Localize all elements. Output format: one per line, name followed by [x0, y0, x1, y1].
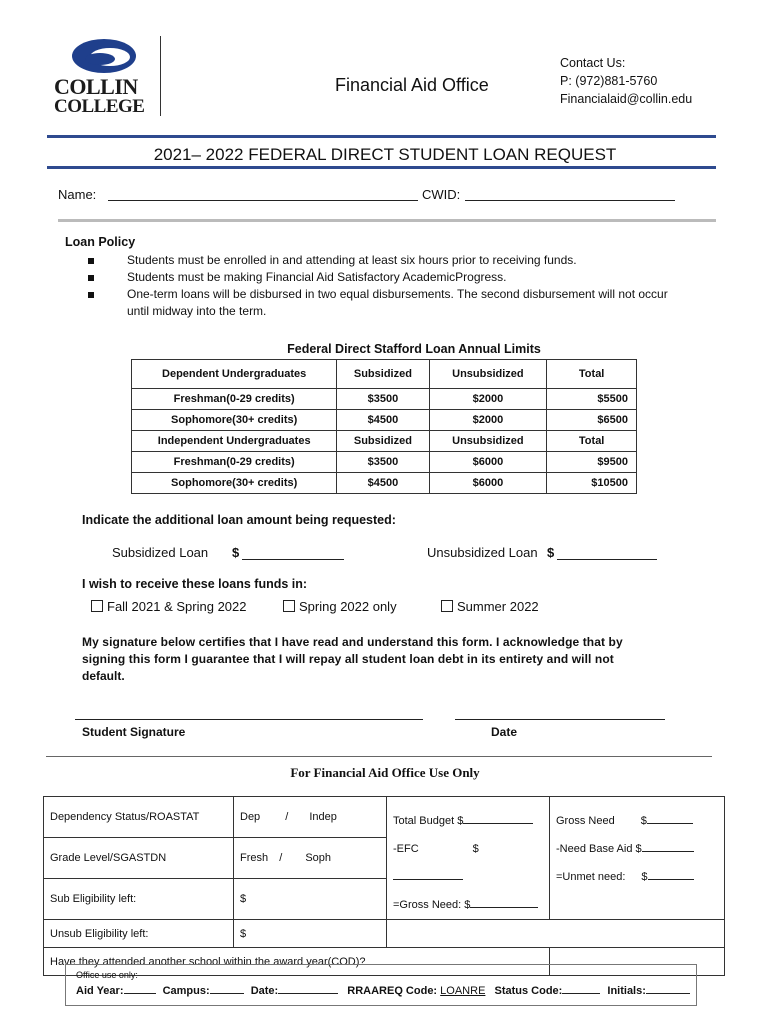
need-base-label: -Need Base Aid: [556, 843, 633, 855]
logo-text-bottom: COLLEGE: [54, 96, 145, 117]
office-name: Financial Aid Office: [335, 75, 489, 95]
limits-cell: $2000: [429, 410, 547, 431]
term-option-label: Spring 2022 only: [299, 599, 397, 614]
soph-option[interactable]: Soph: [305, 852, 332, 864]
subsidized-dollar: $: [232, 545, 240, 560]
logo-swirl-icon: [52, 36, 156, 76]
dependency-label: Dependency Status/ROASTAT: [44, 797, 234, 838]
request-prompt: Indicate the additional loan amount being requested:: [82, 513, 396, 527]
office-use-table: [43, 796, 725, 976]
limits-cell: Unsubsidized: [429, 431, 547, 452]
contact-phone: P: (972)881-5760: [560, 74, 658, 88]
term-option-label: Fall 2021 & Spring 2022: [107, 599, 247, 614]
gross-need-field[interactable]: [647, 823, 693, 824]
gross-need-label: Gross Need: [556, 815, 615, 827]
checkbox[interactable]: [91, 600, 103, 612]
limits-row: [132, 452, 637, 473]
term-option-label: Summer 2022: [457, 599, 539, 614]
policy-heading: Loan Policy: [65, 235, 136, 249]
limits-cell: Independent Undergraduates: [132, 431, 337, 452]
unsub-eligibility-label: Unsub Eligibility left:: [44, 920, 234, 948]
limits-cell: Total: [547, 431, 637, 452]
efc-line: [393, 835, 543, 891]
limits-cell: Unsubsidized: [429, 360, 547, 389]
limits-title: Federal Direct Stafford Loan Annual Limits: [287, 342, 541, 356]
total-budget-field[interactable]: [463, 823, 533, 824]
dep-option[interactable]: Dep: [240, 811, 261, 823]
policy-bullet: [88, 292, 94, 298]
dollar: $: [472, 843, 479, 855]
limits-cell: $6000: [429, 452, 547, 473]
limits-cell: $3500: [337, 452, 429, 473]
policy-item: Students must be enrolled in and attending at least six hours prior to receiving funds.: [127, 253, 577, 267]
office-only-box: [65, 964, 697, 1006]
limits-cell: Sophomore(30+ credits): [132, 473, 337, 494]
limits-cell: Sophomore(30+ credits): [132, 410, 337, 431]
dollar: $: [640, 815, 647, 827]
policy-item: until midway into the term.: [127, 304, 267, 318]
fresh-option[interactable]: Fresh: [240, 852, 269, 864]
date-label: Date: [491, 725, 518, 739]
cwid-field[interactable]: [465, 200, 675, 201]
term-option-fall-spring[interactable]: [91, 599, 246, 614]
checkbox[interactable]: [441, 600, 453, 612]
rraareq-label: RRAAREQ Code:: [347, 985, 438, 997]
logo-divider: [160, 36, 161, 116]
limits-cell: $6500: [547, 410, 637, 431]
logo-text-top: COLLIN: [54, 74, 138, 99]
certify-line: signing this form I guarantee that I will repay all student loan debt in its entirety and will not: [82, 652, 614, 666]
terms-prompt: I wish to receive these loans funds in:: [82, 577, 308, 591]
term-option-spring[interactable]: [283, 599, 397, 614]
unmet-field[interactable]: [648, 879, 694, 880]
footer-fields: [76, 985, 690, 997]
grade-options: [234, 838, 387, 879]
date-field[interactable]: [278, 993, 338, 994]
limits-cell: $6000: [429, 473, 547, 494]
slash: /: [285, 811, 289, 823]
sub-eligibility-value[interactable]: $: [234, 879, 387, 920]
loanre-code: LOANRE: [440, 985, 486, 997]
initials-label: Initials:: [607, 985, 646, 997]
title-bottom-rule: [47, 166, 716, 169]
dollar: $: [464, 899, 471, 911]
limits-cell: $10500: [547, 473, 637, 494]
gross-need-eq-field[interactable]: [470, 907, 538, 908]
policy-item: Students must be making Financial Aid Satisfactory AcademicProgress.: [127, 270, 507, 284]
policy-bullet: [88, 258, 94, 264]
checkbox[interactable]: [283, 600, 295, 612]
initials-field[interactable]: [646, 993, 690, 994]
aid-year-label: Aid Year:: [76, 985, 124, 997]
indep-option[interactable]: Indep: [309, 811, 337, 823]
grade-label: Grade Level/SGASTDN: [44, 838, 234, 879]
campus-label: Campus:: [162, 985, 210, 997]
efc-label: -EFC: [393, 843, 419, 855]
dollar: $: [641, 871, 648, 883]
limits-cell: $4500: [337, 473, 429, 494]
office-use-title: For Financial Aid Office Use Only: [290, 765, 480, 780]
need-base-row: [556, 835, 718, 863]
efc-field[interactable]: [393, 879, 463, 880]
gross-need-line: [393, 891, 543, 919]
dollar: $: [635, 843, 642, 855]
title-top-rule: [47, 135, 716, 138]
sub-eligibility-label: Sub Eligibility left:: [44, 879, 234, 920]
status-field[interactable]: [562, 993, 600, 994]
limits-cell: Dependent Undergraduates: [132, 360, 337, 389]
limits-row: [132, 389, 637, 410]
total-budget-line: [393, 807, 543, 835]
policy-bullet: [88, 275, 94, 281]
limits-cell: $3500: [337, 389, 429, 410]
aid-year-field[interactable]: [124, 993, 156, 994]
date-signature-line[interactable]: [455, 719, 665, 720]
name-field[interactable]: [108, 200, 418, 201]
limits-table: [131, 359, 637, 494]
student-signature-label: Student Signature: [82, 725, 186, 739]
office-only-label: Office use only:: [76, 970, 138, 980]
subsidized-label: Subsidized Loan: [112, 545, 209, 560]
limits-cell: Subsidized: [337, 360, 429, 389]
limits-cell: $9500: [547, 452, 637, 473]
limits-cell: Total: [547, 360, 637, 389]
total-budget-label: Total Budget: [393, 815, 455, 827]
need-base-field[interactable]: [642, 851, 694, 852]
date-label-footer: Date:: [250, 985, 279, 997]
unsubsidized-dollar: $: [547, 545, 555, 560]
unsubsidized-label: Unsubsidized Loan: [427, 545, 538, 560]
gross-need-eq-label: =Gross Need:: [393, 899, 462, 911]
limits-cell: Freshman(0-29 credits): [132, 389, 337, 410]
dependency-options: [234, 797, 387, 838]
collin-logo: [52, 36, 156, 118]
limits-cell: Freshman(0-29 credits): [132, 452, 337, 473]
form-title: 2021– 2022 FEDERAL DIRECT STUDENT LOAN REQUEST: [153, 145, 617, 164]
limits-row: [132, 431, 637, 452]
cod-question: Have they attended another school within the award year(COD)?: [44, 948, 550, 976]
unmet-label: =Unmet need:: [556, 871, 626, 883]
term-option-summer[interactable]: [441, 599, 539, 614]
name-label: Name:: [58, 187, 97, 202]
office-divider: [46, 756, 712, 757]
contact-email: Financialaid@collin.edu: [560, 92, 693, 106]
limits-cell: $4500: [337, 410, 429, 431]
subsidized-amount-field[interactable]: [242, 559, 344, 560]
policy-item: One-term loans will be disbursed in two equal disbursements. The second disbursement will not occur: [127, 287, 668, 301]
budget-cell: [387, 797, 550, 920]
campus-field[interactable]: [210, 993, 244, 994]
limits-row: [132, 410, 637, 431]
unsubsidized-amount-field[interactable]: [557, 559, 657, 560]
unsub-eligibility-value[interactable]: $: [234, 920, 387, 948]
cwid-label: CWID:: [422, 187, 461, 202]
status-label: Status Code:: [494, 985, 563, 997]
limits-header-row: [132, 360, 637, 389]
certify-line: My signature below certifies that I have read and understand this form. I acknowledge that by: [82, 635, 623, 649]
limits-row: [132, 473, 637, 494]
slash: /: [279, 852, 283, 864]
limits-cell: $5500: [547, 389, 637, 410]
limits-cell: $2000: [429, 389, 547, 410]
unmet-need-row: [556, 863, 718, 891]
section-divider: [58, 219, 716, 222]
contact-block: [560, 54, 692, 108]
contact-title: Contact Us:: [560, 56, 626, 70]
empty-cell: [387, 920, 725, 948]
student-signature-line[interactable]: [75, 719, 423, 720]
gross-need-row: [556, 807, 718, 835]
limits-cell: Subsidized: [337, 431, 429, 452]
dollar: $: [457, 815, 464, 827]
certify-line: default.: [82, 669, 125, 683]
need-cell: [550, 797, 725, 920]
